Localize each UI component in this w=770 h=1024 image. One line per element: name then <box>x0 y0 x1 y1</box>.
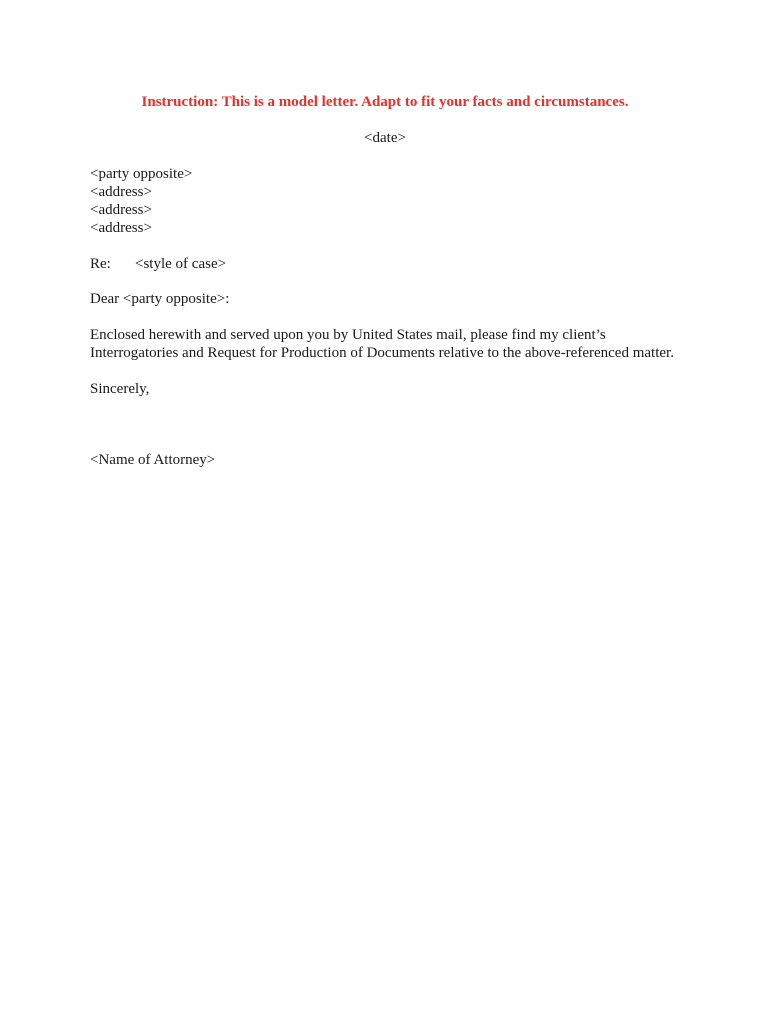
body-line: Interrogatories and Request for Production of Documents relative to the above-referenced matter. <box>90 345 674 361</box>
re-value: <style of case> <box>135 256 227 272</box>
re-line <box>90 255 226 273</box>
signature-name: <Name of Attorney> <box>90 452 216 468</box>
salutation: Dear <party opposite>: <box>90 291 230 307</box>
closing: Sincerely, <box>90 381 150 397</box>
letter-date: <date> <box>364 130 406 146</box>
recipient-name: <party opposite> <box>90 166 193 182</box>
recipient-address-line: <address> <box>90 220 152 236</box>
recipient-address-line: <address> <box>90 202 152 218</box>
recipient-address-line: <address> <box>90 184 152 200</box>
instruction-note: Instruction: This is a model letter. Adapt to fit your facts and circumstances. <box>141 94 629 110</box>
body-line: Enclosed herewith and served upon you by United States mail, please find my client’s <box>90 327 606 343</box>
recipient-address-block <box>90 165 192 237</box>
re-label: Re: <box>90 256 111 272</box>
body-paragraph <box>90 326 674 362</box>
